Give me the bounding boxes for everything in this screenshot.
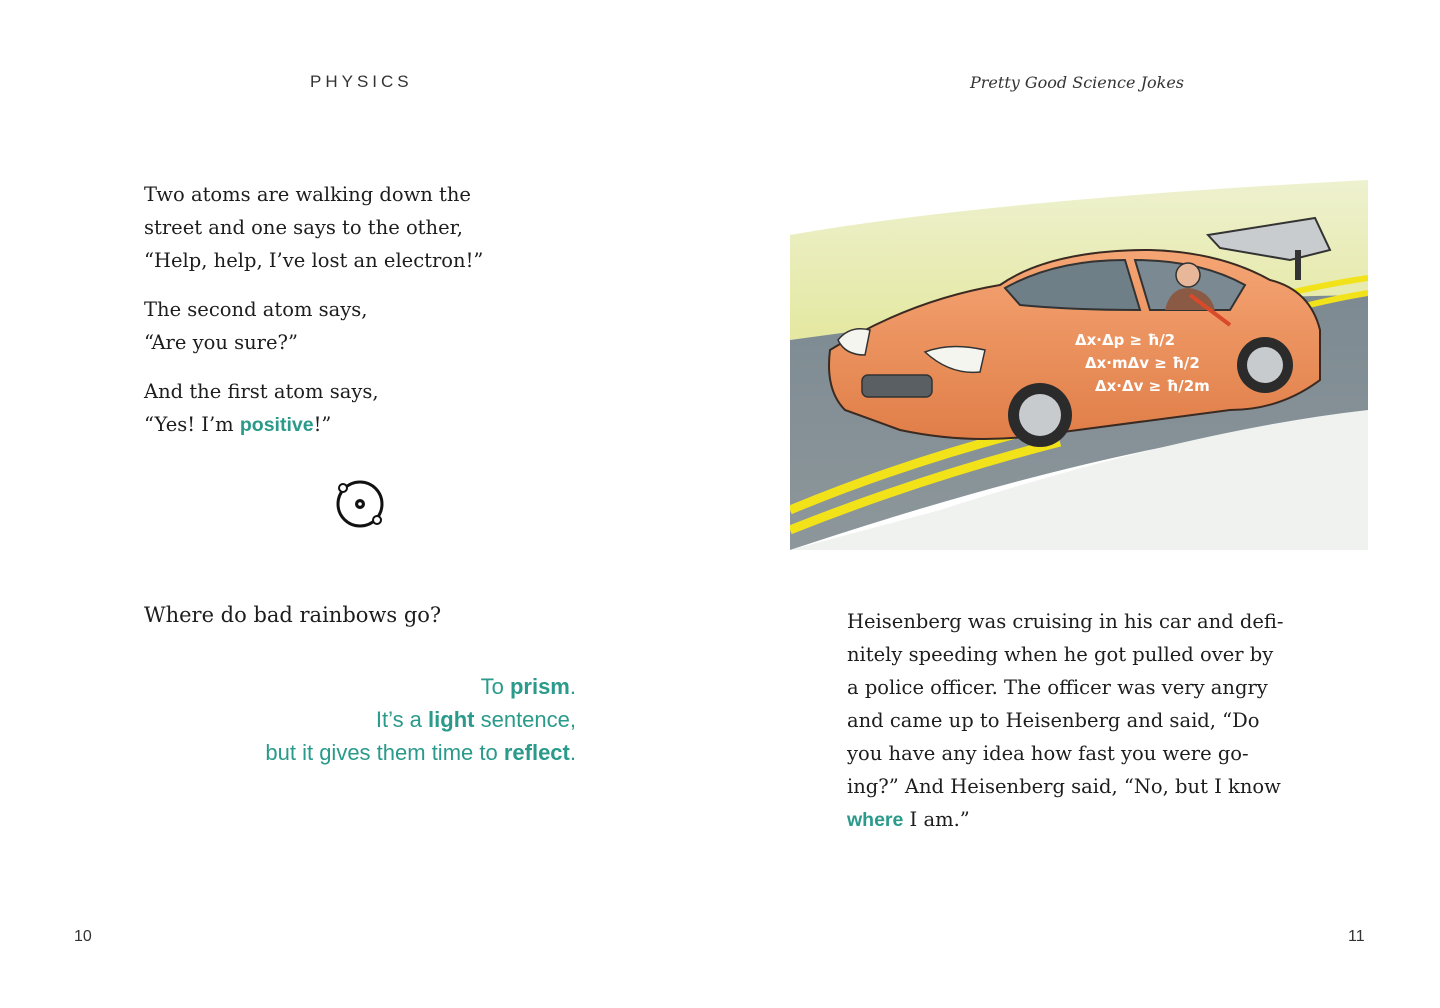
joke-heisenberg-line: you have any idea how fast you were go- [847, 742, 1249, 765]
joke-atoms-line: Two atoms are walking down the [144, 183, 471, 206]
equation-3: Δx·Δv ≥ ħ/2m [1095, 377, 1210, 395]
punchline-keyword: prism [509, 674, 570, 699]
punchline-keyword: where [847, 809, 904, 831]
equation-1: Δx·Δp ≥ ħ/2 [1075, 331, 1176, 349]
joke-heisenberg-line: and came up to Heisenberg and said, “Do [847, 709, 1260, 732]
page-number-left: 10 [74, 928, 92, 945]
joke-atoms-line: !” [313, 413, 332, 436]
joke-heisenberg-line: a police officer. The officer was very angry [847, 676, 1268, 699]
punchline-keyword: positive [239, 414, 314, 436]
punchline-keyword: light [428, 707, 475, 732]
equation-2: Δx·mΔv ≥ ħ/2 [1085, 354, 1200, 372]
running-header-right: Pretty Good Science Jokes [970, 73, 1184, 92]
joke-atoms-line: street and one says to the other, [144, 216, 463, 239]
joke-atoms-line: “Yes! I’m [144, 413, 240, 436]
answer-text: To [480, 674, 510, 699]
punchline-keyword: reflect [503, 740, 570, 765]
joke-atoms-line: “Are you sure?” [144, 331, 298, 354]
joke-heisenberg-line: I am.” [903, 808, 970, 831]
joke-heisenberg [847, 605, 1337, 837]
page-number-right: 11 [1348, 928, 1365, 945]
answer-text: sentence, [474, 707, 576, 732]
joke-atoms [144, 178, 564, 458]
atom-icon [334, 480, 388, 530]
answer-text: . [569, 674, 576, 699]
joke-atoms-line: And the first atom says, [144, 380, 379, 403]
race-car-illustration [790, 180, 1368, 550]
running-header-left: PHYSICS [310, 72, 413, 91]
answer-text: but it gives them time to [265, 740, 504, 765]
joke-heisenberg-line: nitely speeding when he got pulled over by [847, 643, 1274, 666]
answer-text: . [569, 740, 576, 765]
joke-heisenberg-line: Heisenberg was cruising in his car and defi- [847, 610, 1284, 633]
rainbow-question: Where do bad rainbows go? [144, 603, 442, 627]
joke-atoms-line: The second atom says, [144, 298, 368, 321]
answer-text: It’s a [375, 707, 429, 732]
joke-atoms-line: “Help, help, I’ve lost an electron!” [144, 249, 484, 272]
joke-heisenberg-line: ing?” And Heisenberg said, “No, but I know [847, 775, 1281, 798]
rainbow-answer [150, 670, 576, 769]
